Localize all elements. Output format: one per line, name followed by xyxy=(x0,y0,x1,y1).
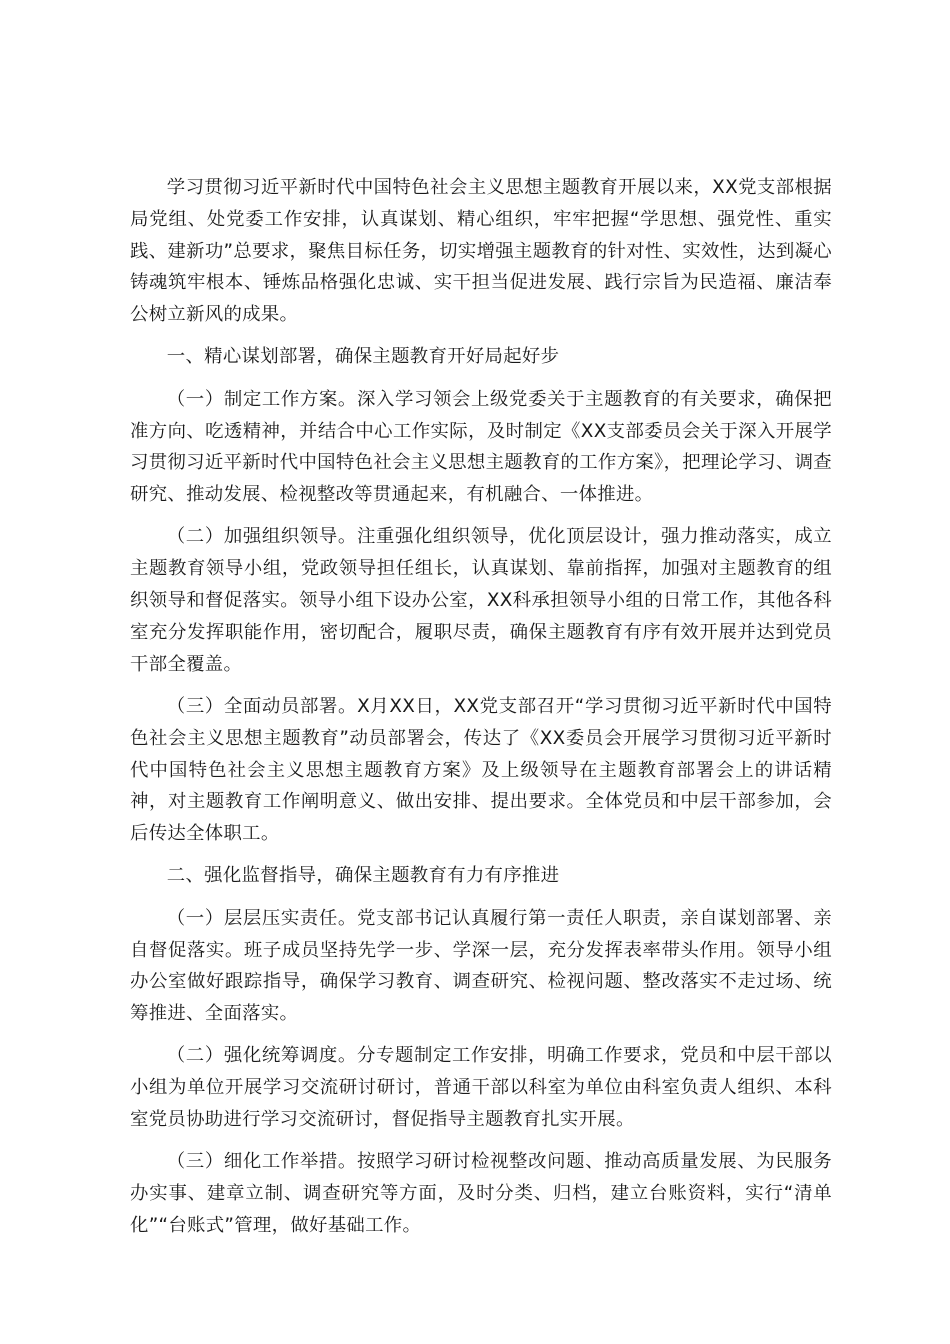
paragraph-1-3: （三）全面动员部署。X月XX日，XX党支部召开“学习贯彻习近平新时代中国特色社会主义思想主题教育”动员部署会，传达了《XX委员会开展学习贯彻习近平新时代中国特色社会主义思想主题教育方案》及上级领导在主题教育部署会上的讲话精神，对主题教育工作阐明意义、做出安排、提出要求。全体党员和中层干部参加，会后传达全体职工。 xyxy=(130,695,832,845)
paragraph-2-3: （三）细化工作举措。按照学习研讨检视整改问题、推动高质量发展、为民服务办实事、建章立制、调查研究等方面，及时分类、归档，建立台账资料，实行“清单化”“台账式”管理，做好基础工作。 xyxy=(130,1151,832,1236)
document-page xyxy=(130,172,832,1252)
intro-paragraph: 学习贯彻习近平新时代中国特色社会主义思想主题教育开展以来，XX党支部根据局党组、处党委工作安排，认真谋划、精心组织，牢牢把握“学思想、强党性、重实践、建新功”总要求，聚焦目标任务，切实增强主题教育的针对性、实效性，达到凝心铸魂筑牢根本、锤炼品格强化忠诚、实干担当促进发展、践行宗旨为民造福、廉洁奉公树立新风的成果。 xyxy=(130,177,832,326)
paragraph-2-1: （一）层层压实责任。党支部书记认真履行第一责任人职责，亲自谋划部署、亲自督促落实。班子成员坚持先学一步、学深一层，充分发挥表率带头作用。领导小组办公室做好跟踪指导，确保学习教育、调查研究、检视问题、整改落实不走过场、统筹推进、全面落实。 xyxy=(130,907,832,1025)
paragraph-2-2: （二）强化统筹调度。分专题制定工作安排，明确工作要求，党员和中层干部以小组为单位开展学习交流研讨研讨，普通干部以科室为单位由科室负责人组织、本科室党员协助进行学习交流研讨，督促指导主题教育扎实开展。 xyxy=(130,1045,832,1131)
section-heading-1: 一、精心谋划部署，确保主题教育开好局起好步 xyxy=(166,346,560,368)
section-heading-2: 二、强化监督指导，确保主题教育有力有序推进 xyxy=(166,865,560,887)
paragraph-1-2: （二）加强组织领导。注重强化组织领导，优化顶层设计，强力推动落实，成立主题教育领导小组，党政领导担任组长，认真谋划、靠前指挥，加强对主题教育的组织领导和督促落实。领导小组下设办公室，XX科承担领导小组的日常工作，其他各科室充分发挥职能作用，密切配合，履职尽责，确保主题教育有序有效开展并达到党员干部全覆盖。 xyxy=(130,526,832,675)
paragraph-1-1: （一）制定工作方案。深入学习领会上级党委关于主题教育的有关要求，确保把准方向、吃透精神，并结合中心工作实际，及时制定《XX支部委员会关于深入开展学习贯彻习近平新时代中国特色社会主义思想主题教育的工作方案》，把理论学习、调查研究、推动发展、检视整改等贯通起来，有机融合、一体推进。 xyxy=(130,388,832,506)
